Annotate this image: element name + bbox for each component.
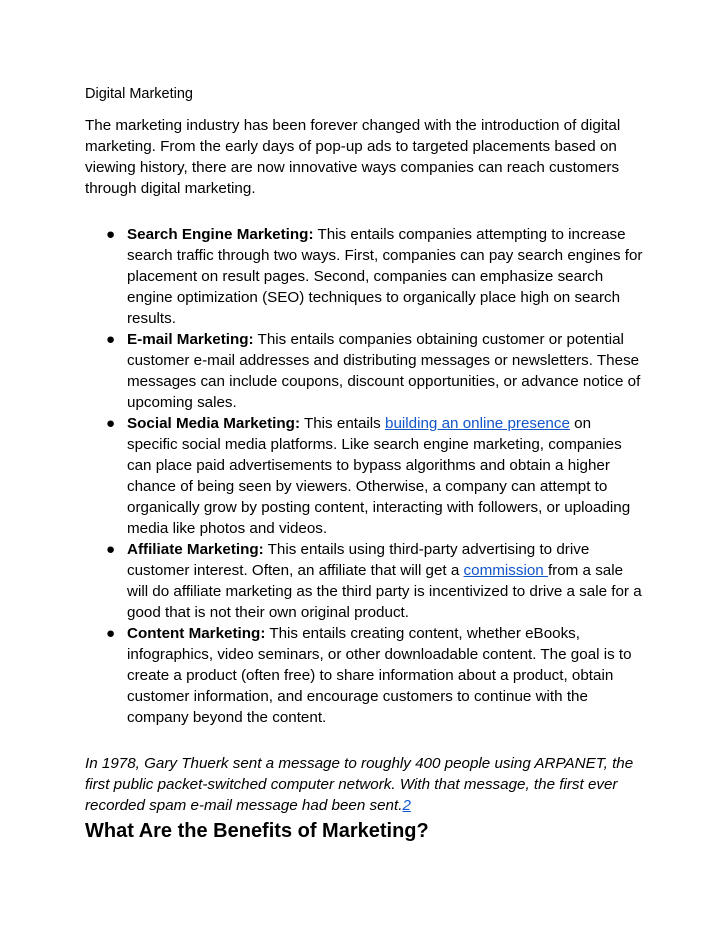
list-item-email-marketing [85, 329, 645, 413]
item-text-before-link: This entails using third-party advertising to drive customer interest. Often, an affiliate that will get a [127, 541, 590, 579]
online-presence-link[interactable]: building an online presence [385, 415, 570, 432]
bullet-icon: ● [106, 226, 116, 243]
document-title: Digital Marketing [85, 86, 193, 102]
item-term: Content Marketing: [127, 625, 266, 642]
item-text: This entails companies obtaining customer or potential customer e-mail addresses and distributing messages or newsletters. These messages can include coupons, discount opportunities, or advance notice of upcoming sales. [127, 331, 641, 411]
item-term: E-mail Marketing: [127, 331, 254, 348]
bullet-icon: ● [106, 541, 116, 558]
item-term: Affiliate Marketing: [127, 541, 264, 558]
bullet-icon: ● [106, 331, 116, 348]
marketing-types-list [85, 224, 645, 728]
item-term: Social Media Marketing: [127, 415, 301, 432]
footnote-link[interactable]: 2 [402, 797, 411, 814]
document-page [85, 84, 645, 844]
commission-link[interactable]: commission [463, 562, 548, 579]
item-text: This entails creating content, whether eBooks, infographics, video seminars, or other downloadable content. The goal is to create a product (often free) to share information about a product, obtain customer information, and encourage customers to continue with the company beyond the content. [127, 625, 632, 726]
fact-text: In 1978, Gary Thuerk sent a message to roughly 400 people using ARPANET, the first public packet-switched computer network. With that message, the first ever recorded spam e-mail message had been sent. [85, 755, 634, 814]
bullet-icon: ● [106, 625, 116, 642]
item-term: Search Engine Marketing: [127, 226, 314, 243]
bullet-icon: ● [106, 415, 116, 432]
spam-fact-paragraph [85, 753, 645, 816]
section-heading: What Are the Benefits of Marketing? [85, 820, 429, 842]
intro-paragraph: The marketing industry has been forever changed with the introduction of digital marketing. From the early days of pop-up ads to targeted placements based on viewing history, there are now innovative ways companies can reach customers through digital marketing. [85, 117, 621, 197]
item-text: This entails companies attempting to increase search traffic through two ways. First, companies can pay search engines for placement on result pages. Second, companies can emphasize search engine optimization (SEO) techniques to organically place high on search results. [127, 226, 643, 327]
item-text-before-link: This entails [300, 415, 385, 432]
list-item-content-marketing [85, 623, 645, 728]
list-item-social-media-marketing [85, 413, 645, 539]
item-text-after-link: from a sale will do affiliate marketing as the third party is incentivized to drive a sale for a good that is not their own original product. [127, 562, 642, 621]
list-item-search-engine-marketing [85, 224, 645, 329]
item-text-after-link: on specific social media platforms. Like search engine marketing, companies can place paid advertisements to bypass algorithms and obtain a higher chance of being seen by viewers. Otherwise, a company can attempt to organically grow by posting content, interacting with followers, or uploading media like photos and videos. [127, 415, 631, 537]
list-item-affiliate-marketing [85, 539, 645, 623]
